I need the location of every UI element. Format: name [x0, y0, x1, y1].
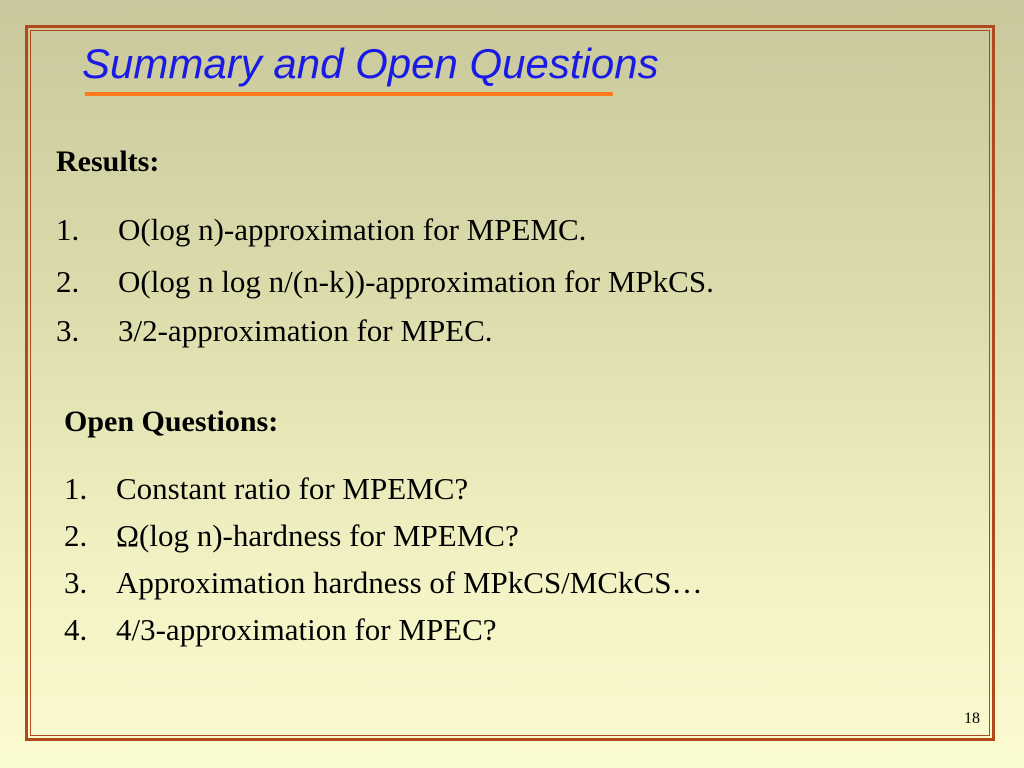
list-number: 4. — [64, 612, 88, 647]
slide-title: Summary and Open Questions — [82, 40, 659, 87]
list-number: 3. — [64, 565, 88, 600]
list-number: 3. — [56, 313, 80, 348]
list-item-text: 4/3-approximation for MPEC? — [116, 612, 497, 647]
list-item-text: Approximation hardness of MPkCS/MCkCS… — [116, 565, 703, 600]
list-number: 2. — [56, 264, 80, 299]
list-item-text: 3/2-approximation for MPEC. — [118, 313, 493, 348]
open-question-item — [64, 473, 944, 507]
list-item-text: O(log n)-approximation for MPEMC. — [118, 212, 587, 247]
list-item-text: O(log n log n/(n-k))-approximation for MPkCS. — [118, 264, 714, 299]
open-question-item — [64, 567, 944, 601]
open-questions-heading: Open Questions: — [64, 405, 279, 438]
list-number: 1. — [64, 471, 88, 506]
title-underline — [85, 92, 613, 96]
list-number: 2. — [64, 518, 88, 553]
results-item — [56, 214, 956, 248]
results-heading: Results: — [56, 145, 160, 178]
open-question-item — [64, 520, 944, 554]
list-item-text: Ω(log n)-hardness for MPEMC? — [116, 518, 519, 553]
open-question-item — [64, 614, 944, 648]
results-item — [56, 315, 956, 349]
list-item-text: Constant ratio for MPEMC? — [116, 471, 469, 506]
results-item — [56, 266, 956, 300]
list-number: 1. — [56, 212, 80, 247]
page-number: 18 — [964, 710, 980, 727]
